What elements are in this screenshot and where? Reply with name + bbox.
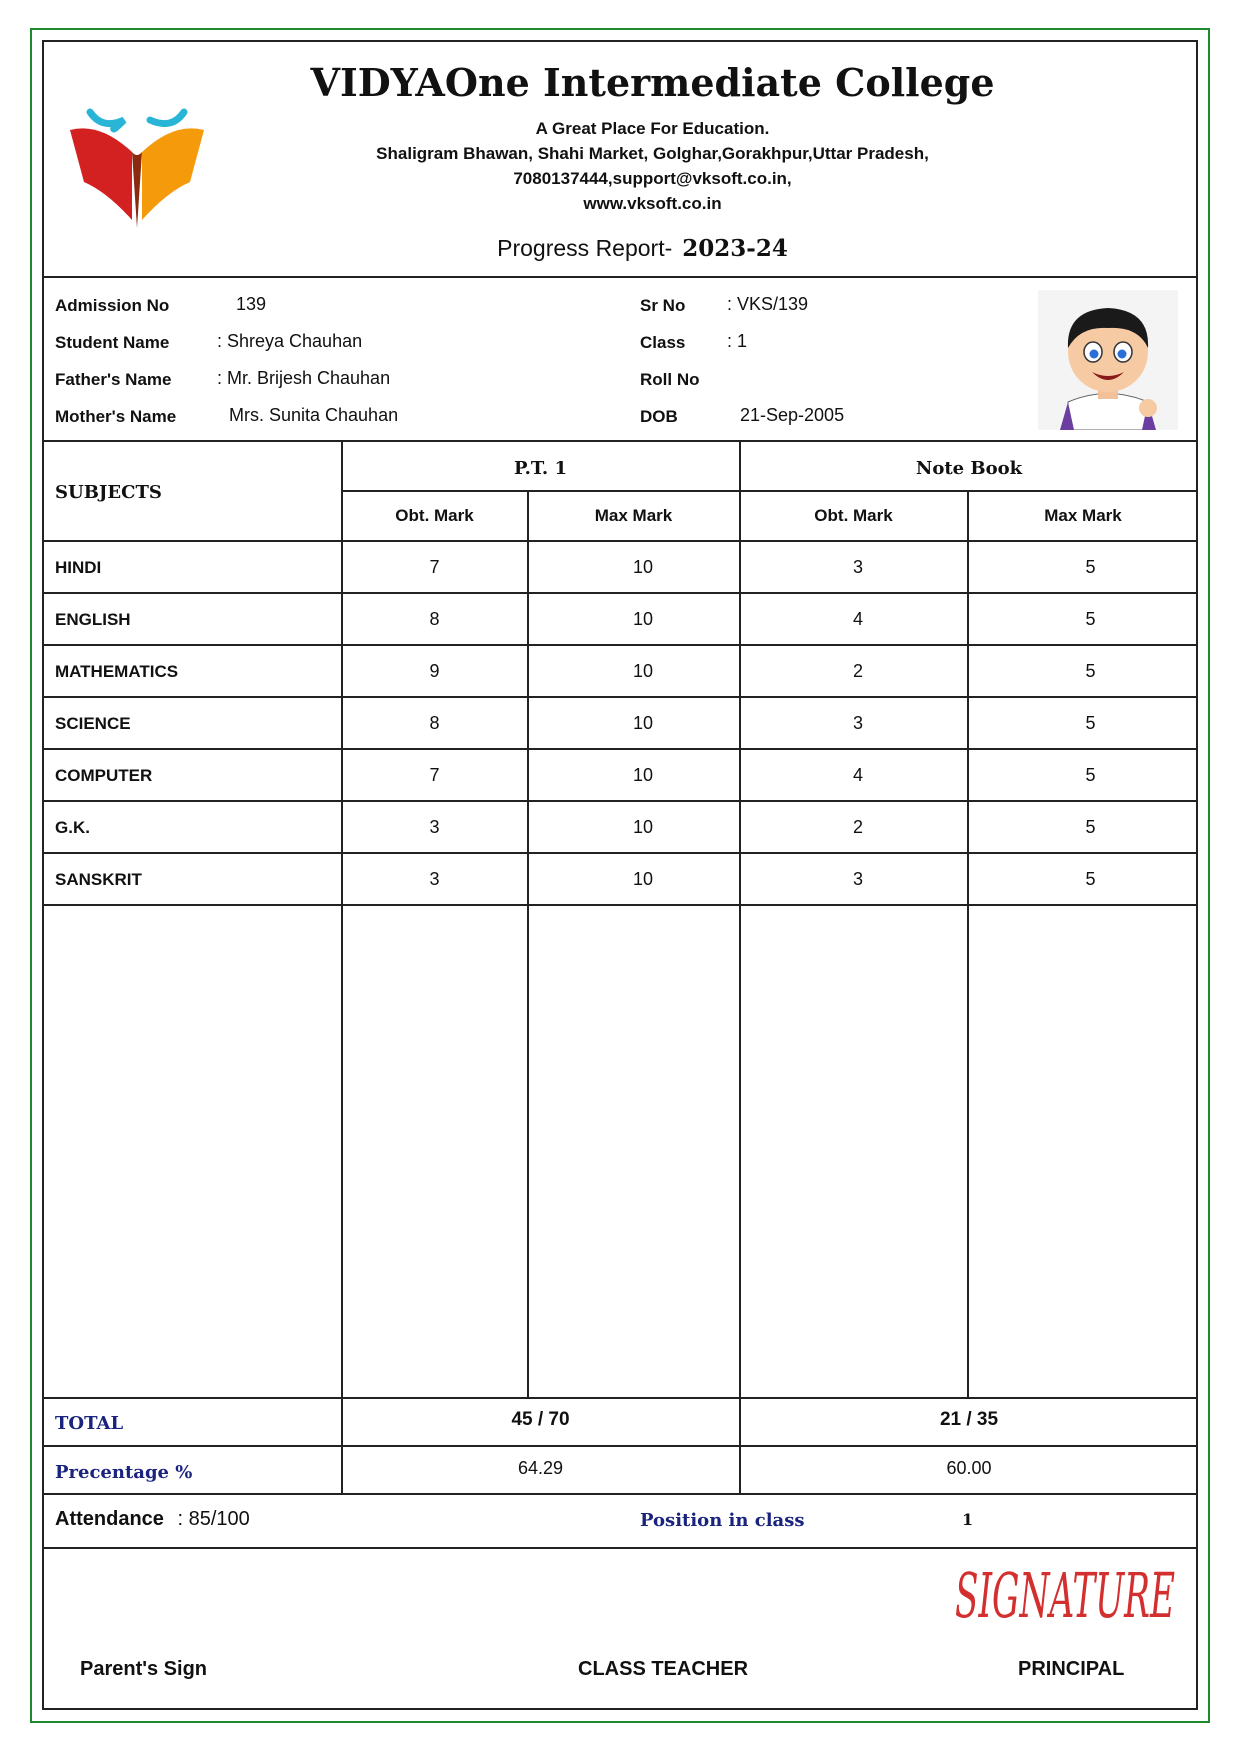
admission-no-label: Admission No <box>55 296 170 315</box>
nb-max-cell: 5 <box>1085 765 1096 785</box>
pt-obt-cell: 8 <box>429 713 440 733</box>
class-label: Class <box>640 333 686 352</box>
percentage-label: Precentage % <box>55 1462 193 1483</box>
grid-row-header <box>42 540 1198 542</box>
total-nb-value: 21 / 35 <box>939 1409 999 1430</box>
nb-max-header: Max Mark <box>1044 506 1122 525</box>
report-title-text: Progress Report- <box>497 235 673 261</box>
nb-max-cell: 5 <box>1085 661 1096 681</box>
group-header-notebook: Note Book <box>915 458 1023 479</box>
sr-no-label: Sr No <box>640 296 686 315</box>
pt-obt-header: Obt. Mark <box>395 506 474 525</box>
position-value: 1 <box>962 1510 974 1529</box>
grid-row-4 <box>42 748 1198 750</box>
grid-row-5 <box>42 800 1198 802</box>
pt-obt-cell: 3 <box>429 869 440 889</box>
nb-obt-cell: 3 <box>852 557 863 577</box>
pt-max-cell: 10 <box>632 609 654 629</box>
attendance-value: : 85/100 <box>177 1508 250 1530</box>
subject-name: G.K. <box>55 818 90 837</box>
grid-row-3 <box>42 696 1198 698</box>
total-label: TOTAL <box>55 1413 124 1434</box>
subjects-header: SUBJECTS <box>55 482 162 503</box>
pt-max-header: Max Mark <box>594 506 673 525</box>
grid-row-group <box>342 490 1198 492</box>
dob-label: DOB <box>640 407 678 426</box>
dob-value: 21-Sep-2005 <box>740 405 845 425</box>
pt-max-cell: 10 <box>632 869 654 889</box>
admission-no-value: 139 <box>236 294 267 314</box>
mother-name-value: Mrs. Sunita Chauhan <box>229 405 399 425</box>
nb-max-cell: 5 <box>1085 609 1096 629</box>
group-header-pt1: P.T. 1 <box>514 458 567 479</box>
report-session: 2023-24 <box>682 235 788 262</box>
nb-obt-cell: 4 <box>852 765 863 785</box>
position-label: Position in class <box>640 1510 805 1531</box>
subject-name: HINDI <box>55 558 102 577</box>
principal-label: PRINCIPAL <box>1018 1658 1125 1680</box>
subject-name: COMPUTER <box>55 766 153 785</box>
nb-obt-cell: 2 <box>852 661 863 681</box>
nb-obt-cell: 3 <box>852 713 863 733</box>
school-website: www.vksoft.co.in <box>583 194 722 213</box>
father-name-value: : Mr. Brijesh Chauhan <box>217 368 391 388</box>
class-value: : 1 <box>727 331 748 351</box>
signature-text: SIGNATURE <box>955 1559 1175 1632</box>
roll-no-label: Roll No <box>640 370 700 389</box>
grid-row-percentage <box>42 1445 1198 1447</box>
percentage-pt-value: 64.29 <box>517 1458 564 1478</box>
nb-obt-cell: 2 <box>852 817 863 837</box>
header-divider <box>42 276 1198 278</box>
grid-row-6 <box>42 852 1198 854</box>
nb-obt-cell: 3 <box>852 869 863 889</box>
parent-sign-label: Parent's Sign <box>80 1658 208 1680</box>
subject-name: ENGLISH <box>55 610 131 629</box>
nb-obt-cell: 4 <box>852 609 863 629</box>
school-name: VIDYAOne Intermediate College <box>310 60 995 105</box>
pt-max-cell: 10 <box>632 765 654 785</box>
attendance-label: Attendance <box>55 1508 164 1530</box>
nb-obt-header: Obt. Mark <box>814 506 893 525</box>
grid-col-3 <box>739 440 741 1493</box>
student-photo-avatar <box>1038 290 1178 430</box>
nb-max-cell: 5 <box>1085 817 1096 837</box>
school-address: Shaligram Bhawan, Shahi Market, Golghar,Gorakhpur,Uttar Pradesh, <box>376 144 929 163</box>
grid-col-1 <box>341 440 343 1493</box>
attendance <box>55 1508 250 1531</box>
sr-no-value: : VKS/139 <box>727 294 809 314</box>
grid-row-total <box>42 1397 1198 1399</box>
pt-obt-cell: 7 <box>429 557 440 577</box>
grid-row-1 <box>42 592 1198 594</box>
grid-row-7 <box>42 904 1198 906</box>
pt-obt-cell: 7 <box>429 765 440 785</box>
school-contact: 7080137444,support@vksoft.co.in, <box>513 169 792 188</box>
percentage-nb-value: 60.00 <box>946 1458 992 1478</box>
subject-name: MATHEMATICS <box>55 662 179 681</box>
report-title <box>0 235 1240 262</box>
nb-max-cell: 5 <box>1085 713 1096 733</box>
subject-name: SANSKRIT <box>55 870 142 889</box>
class-teacher-label: CLASS TEACHER <box>578 1658 749 1680</box>
total-pt-value: 45 / 70 <box>511 1409 570 1430</box>
nb-max-cell: 5 <box>1085 869 1096 889</box>
grid-row-bottom <box>42 1493 1198 1495</box>
pt-max-cell: 10 <box>632 661 654 681</box>
grid-row-2 <box>42 644 1198 646</box>
pt-obt-cell: 9 <box>429 661 440 681</box>
pt-max-cell: 10 <box>632 817 654 837</box>
student-name-value: : Shreya Chauhan <box>217 331 363 351</box>
mother-name-label: Mother's Name <box>55 407 177 426</box>
subject-name: SCIENCE <box>55 714 131 733</box>
principal-signature <box>950 1555 1180 1640</box>
school-tagline: A Great Place For Education. <box>535 119 770 138</box>
pt-max-cell: 10 <box>632 557 654 577</box>
pt-obt-cell: 8 <box>429 609 440 629</box>
nb-max-cell: 5 <box>1085 557 1096 577</box>
father-name-label: Father's Name <box>55 370 172 389</box>
info-divider <box>42 440 1198 442</box>
pt-max-cell: 10 <box>632 713 654 733</box>
attendance-divider <box>42 1547 1198 1549</box>
pt-obt-cell: 3 <box>429 817 440 837</box>
student-name-label: Student Name <box>55 333 170 352</box>
